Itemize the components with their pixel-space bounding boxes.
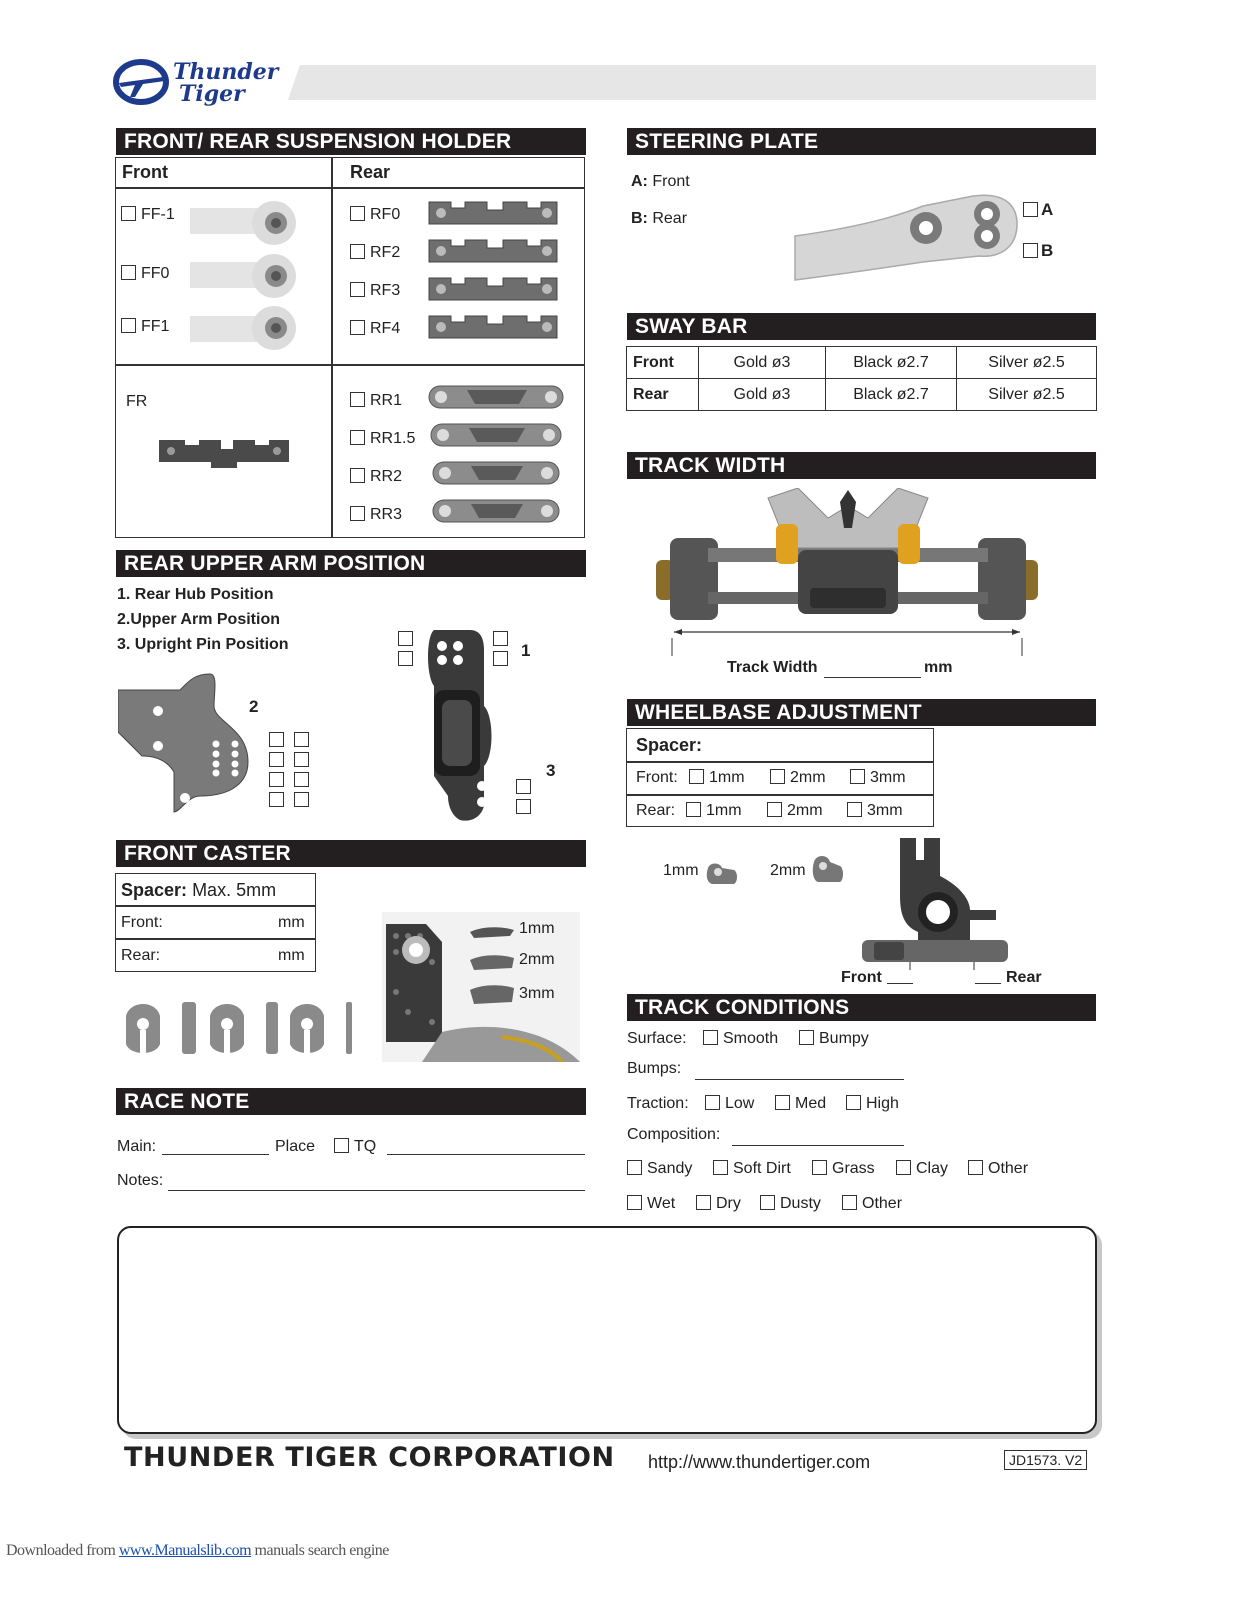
checkbox[interactable] [846,1095,861,1110]
checkbox[interactable] [516,799,531,814]
checkbox[interactable] [269,772,284,787]
caster-size-2mm: 2mm [519,951,555,968]
steering-b-legend: B: Rear [631,210,688,227]
checkbox[interactable] [760,1195,775,1210]
race-main-label: Main: [117,1138,157,1155]
spacer-2mm-image [810,854,846,886]
logo-text-thunder: Thunder [173,59,279,85]
traction-label: Traction: [627,1095,689,1112]
checkbox[interactable] [1023,243,1038,258]
checkbox[interactable] [350,392,365,407]
sway-rear-silver[interactable]: Silver ø2.5 [957,379,1097,411]
race-notes-input-line[interactable] [168,1190,585,1191]
header-band [288,65,1096,100]
option-rf3[interactable]: RF3 [350,282,400,300]
checkbox[interactable] [350,468,365,483]
checkbox[interactable] [896,1160,911,1175]
option-rr3[interactable]: RR3 [350,506,402,524]
wheelbase-front-2mm[interactable]: 2mm [770,769,826,787]
checkbox[interactable] [294,732,309,747]
suspension-rear-header: Rear [350,162,391,182]
suspension-section-title: FRONT/ REAR SUSPENSION HOLDER [116,128,586,155]
footer-company: THUNDER TIGER CORPORATION [124,1442,615,1473]
sway-rear-label: Rear [627,379,699,411]
race-main-input-line[interactable] [162,1154,269,1155]
checkbox[interactable] [812,1160,827,1175]
checkbox[interactable] [294,792,309,807]
checkbox[interactable] [121,265,136,280]
wheelbase-rear-3mm[interactable]: 3mm [847,802,903,820]
checkbox[interactable] [269,752,284,767]
checkbox[interactable] [1023,202,1038,217]
wheelbase-rear-2mm[interactable]: 2mm [767,802,823,820]
steering-option-a[interactable]: A [1023,200,1053,220]
checkbox[interactable] [294,772,309,787]
steering-plate-image [793,188,1023,284]
caster-front-label: Front: [121,914,163,931]
checkbox[interactable] [627,1160,642,1175]
option-rr2[interactable]: RR2 [350,468,402,486]
checkbox[interactable] [516,779,531,794]
checkbox[interactable] [350,244,365,259]
sway-front-black[interactable]: Black ø2.7 [826,347,957,379]
sway-rear-black[interactable]: Black ø2.7 [826,379,957,411]
rear-upper-marker-1: 1 [521,641,531,660]
sway-front-gold[interactable]: Gold ø3 [699,347,826,379]
steering-a-legend: A: Front [631,173,690,190]
rear-upper-marker-2: 2 [249,697,259,716]
checkbox[interactable] [334,1138,349,1153]
wheelbase-front-3mm[interactable]: 3mm [850,769,906,787]
fr-holder-image [157,434,291,470]
rear-pointer-line [975,983,1001,984]
fr-label: FR [126,393,148,410]
option-rr1-5[interactable]: RR1.5 [350,430,415,448]
race-note-section-title: RACE NOTE [116,1088,586,1115]
logo-text-tiger: Tiger [179,81,245,107]
logo [113,57,293,107]
wheelbase-rear-label: Rear: [636,802,676,819]
moist-wet[interactable]: Wet [627,1195,675,1213]
wheelbase-img-1mm-label: 1mm [663,862,699,879]
comp-clay[interactable]: Clay [896,1160,948,1178]
checkbox[interactable] [350,430,365,445]
ff-1-holder-image [190,198,302,246]
checkbox[interactable] [269,792,284,807]
race-tq[interactable]: TQ [334,1138,376,1156]
notes-box[interactable] [117,1226,1097,1434]
checkbox[interactable] [350,320,365,335]
wheelbase-img-2mm-label: 2mm [770,862,806,879]
wheelbase-spacer-label: Spacer: [636,735,703,755]
ff0-holder-image [190,252,302,300]
rear-upper-marker-3: 3 [546,761,556,780]
checkbox[interactable] [842,1195,857,1210]
option-ff-1[interactable]: FF-1 [121,206,175,224]
spacer-1mm-image [704,860,740,888]
surface-label: Surface: [627,1030,687,1047]
rear-upper-arm-section-title: REAR UPPER ARM POSITION [116,550,586,577]
track-width-section-title: TRACK WIDTH [627,452,1096,479]
checkbox[interactable] [799,1030,814,1045]
checkbox[interactable] [705,1095,720,1110]
moist-other[interactable]: Other [842,1195,902,1213]
moist-dusty[interactable]: Dusty [760,1195,821,1213]
suspension-front-header: Front [122,162,168,182]
checkbox[interactable] [713,1160,728,1175]
caster-rear-label: Rear: [121,947,161,964]
bumps-input-line[interactable] [695,1079,904,1080]
upper-arm-plate-image [118,672,252,814]
checkbox[interactable] [350,506,365,521]
track-width-label: Track Width [727,659,818,676]
checkbox[interactable] [767,802,782,817]
caster-spacers-image [122,996,358,1058]
steering-option-b[interactable]: B [1023,241,1053,261]
option-rf2[interactable]: RF2 [350,244,400,262]
race-tq-input-line[interactable] [387,1154,585,1155]
manualslib-link[interactable]: www.Manualslib.com [118,1542,252,1559]
logo-tiger-emblem-icon [113,57,175,105]
rear-hub-left-checkboxes [398,631,416,671]
upright-pin-checkboxes [516,779,534,819]
caster-size-3mm: 3mm [519,985,555,1002]
sway-front-label: Front [627,347,699,379]
sway-front-silver[interactable]: Silver ø2.5 [957,347,1097,379]
option-rf4[interactable]: RF4 [350,320,400,338]
chassis-rear-view-image [648,488,1048,656]
front-pointer-line [887,983,913,984]
checkbox[interactable] [121,318,136,333]
checkbox[interactable] [968,1160,983,1175]
wheelbase-hub-image [860,836,1010,970]
footer-url[interactable]: http://www.thundertiger.com [648,1452,871,1472]
wheelbase-rear-1mm[interactable]: 1mm [686,802,742,820]
rr-holders-image [427,382,567,530]
traction-low[interactable]: Low [705,1095,754,1113]
surface-bumpy[interactable]: Bumpy [799,1030,869,1048]
checkbox[interactable] [398,631,413,646]
caster-front-unit: mm [278,914,305,931]
checkbox[interactable] [689,769,704,784]
checkbox[interactable] [350,282,365,297]
wheelbase-front-label: Front: [636,769,678,786]
wheelbase-img-rear-label: Rear [1006,969,1042,986]
surface-smooth[interactable]: Smooth [703,1030,778,1048]
race-notes-label: Notes: [117,1172,164,1189]
checkbox[interactable] [294,752,309,767]
rear-upper-item-3: 3. Upright Pin Position [117,636,289,653]
comp-grass[interactable]: Grass [812,1160,875,1178]
checkbox[interactable] [350,206,365,221]
composition-label: Composition: [627,1126,721,1143]
option-rf0[interactable]: RF0 [350,206,400,224]
front-caster-section-title: FRONT CASTER [116,840,586,867]
rear-hub-image [424,626,500,824]
option-ff1[interactable]: FF1 [121,318,169,336]
track-width-input-line[interactable] [824,677,921,678]
caster-spacer-label: Spacer: Max. 5mm [121,880,277,900]
rear-upper-item-2: 2.Upper Arm Position [117,611,280,628]
caster-size-1mm: 1mm [519,920,555,937]
track-width-unit: mm [924,659,953,676]
rear-upper-item-1: 1. Rear Hub Position [117,586,274,603]
option-rr1[interactable]: RR1 [350,392,402,410]
moist-dry[interactable]: Dry [696,1195,741,1213]
checkbox[interactable] [847,802,862,817]
track-conditions-section-title: TRACK CONDITIONS [627,994,1096,1021]
steering-section-title: STEERING PLATE [627,128,1096,155]
traction-high[interactable]: High [846,1095,899,1113]
comp-soft-dirt[interactable]: Soft Dirt [713,1160,791,1178]
ff1-holder-image [190,304,302,352]
wheelbase-section-title: WHEELBASE ADJUSTMENT [627,699,1096,726]
wheelbase-img-front-label: Front [841,969,882,986]
checkbox[interactable] [850,769,865,784]
bumps-label: Bumps: [627,1060,682,1077]
sway-section-title: SWAY BAR [627,313,1096,340]
checkbox[interactable] [121,206,136,221]
checkbox[interactable] [686,802,701,817]
checkbox[interactable] [696,1195,711,1210]
checkbox[interactable] [770,769,785,784]
caster-rear-unit: mm [278,947,305,964]
footer-doc-code: JD1573. V2 [1004,1450,1087,1470]
option-ff0[interactable]: FF0 [121,265,169,283]
checkbox[interactable] [775,1095,790,1110]
sway-rear-gold[interactable]: Gold ø3 [699,379,826,411]
download-credit: Downloaded from www.Manualslib.com manuals search engine [6,1542,389,1559]
race-place-label: Place [275,1138,316,1155]
checkbox[interactable] [398,651,413,666]
checkbox[interactable] [703,1030,718,1045]
checkbox[interactable] [627,1195,642,1210]
comp-sandy[interactable]: Sandy [627,1160,692,1178]
rf-holders-image [427,194,561,350]
composition-input-line[interactable] [732,1145,904,1146]
comp-other[interactable]: Other [968,1160,1028,1178]
checkbox[interactable] [269,732,284,747]
traction-med[interactable]: Med [775,1095,826,1113]
wheelbase-front-1mm[interactable]: 1mm [689,769,745,787]
sway-bar-table [626,346,1097,411]
